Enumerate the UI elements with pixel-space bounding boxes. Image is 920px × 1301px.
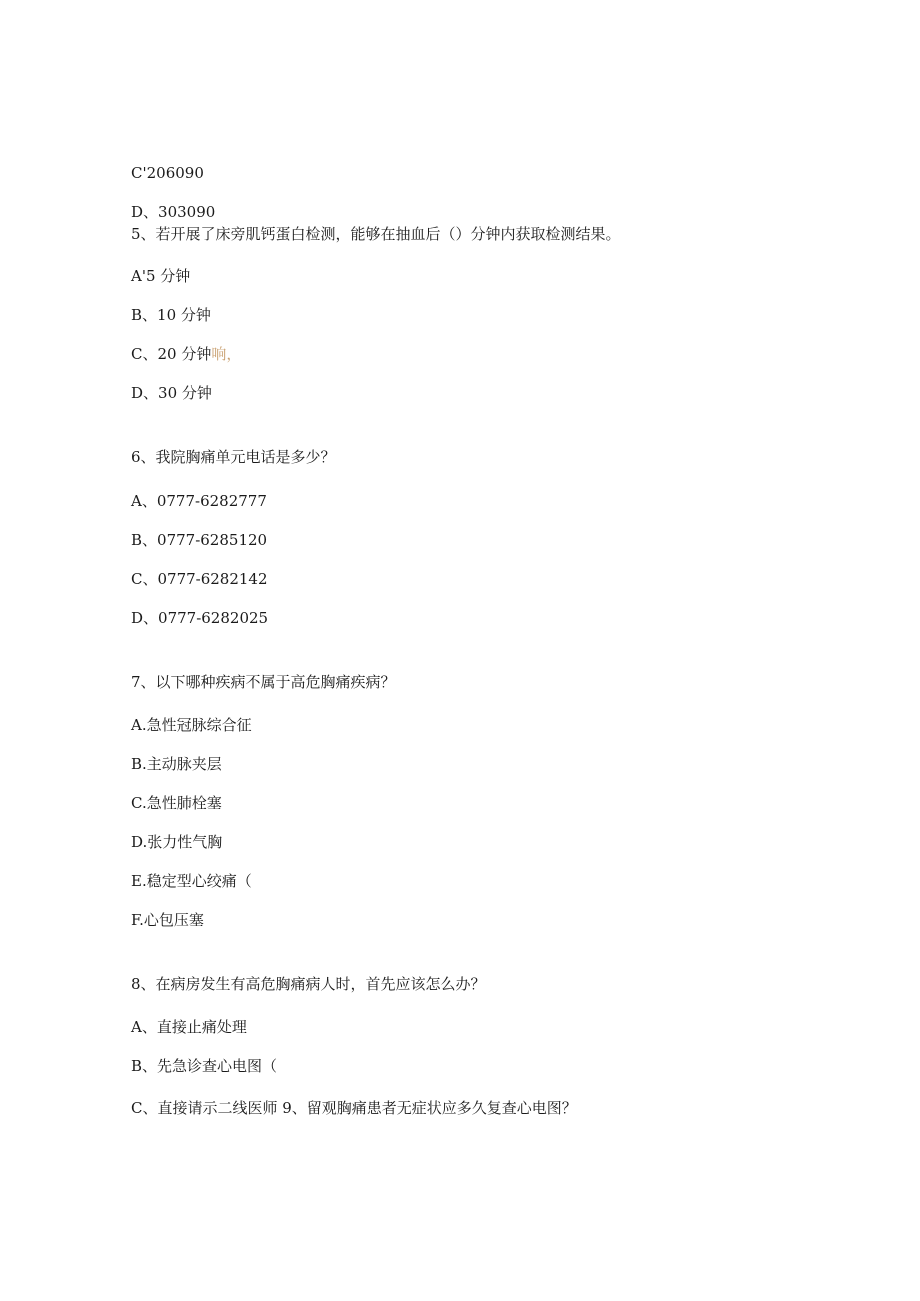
q8-option-a: A、直接止痛处理 xyxy=(131,1018,247,1036)
q6-option-a: A、0777-6282777 xyxy=(131,492,267,510)
q7-option-e: E.稳定型心绞痛（ xyxy=(131,872,252,890)
q6-option-d: D、0777-6282025 xyxy=(131,609,269,627)
q4-option-d: D、303090 xyxy=(131,203,216,221)
q7-option-f: F.心包压塞 xyxy=(131,911,204,929)
q6-option-c: C、0777-6282142 xyxy=(131,570,268,588)
q6-option-b: B、0777-6285120 xyxy=(131,531,268,549)
q7-option-a: A.急性冠脉综合征 xyxy=(131,716,252,734)
q5-option-d: D、30 分钟 xyxy=(131,384,212,402)
q8-option-c-and-question-9: C、直接请示二线医师 9、留观胸痛患者无症状应多久复查心电图？ xyxy=(131,1099,577,1117)
q7-option-c: C.急性肺栓塞 xyxy=(131,794,222,812)
question-7: 7、以下哪种疾病不属于高危胸痛疾病？ xyxy=(131,673,396,691)
q5-option-a: A'5 分钟 xyxy=(131,267,191,285)
q8-option-b: B、先急诊查心电图（ xyxy=(131,1057,278,1075)
q7-option-b: B.主动脉夹层 xyxy=(131,755,222,773)
q7-option-d: D.张力性气胸 xyxy=(131,833,223,851)
q5-option-c-text: C、20 分钟 xyxy=(131,345,212,363)
q4-option-c: C'206090 xyxy=(131,164,204,182)
question-8: 8、在病房发生有高危胸痛病人时，首先应该怎么办？ xyxy=(131,975,486,993)
handwritten-note: 响， xyxy=(211,345,242,363)
q5-option-c xyxy=(131,344,241,364)
q5-option-b: B、10 分钟 xyxy=(131,306,211,324)
question-5: 5、若开展了床旁肌钙蛋白检测，能够在抽血后（）分钟内获取检测结果。 xyxy=(131,225,621,243)
question-6: 6、我院胸痛单元电话是多少？ xyxy=(131,448,336,466)
